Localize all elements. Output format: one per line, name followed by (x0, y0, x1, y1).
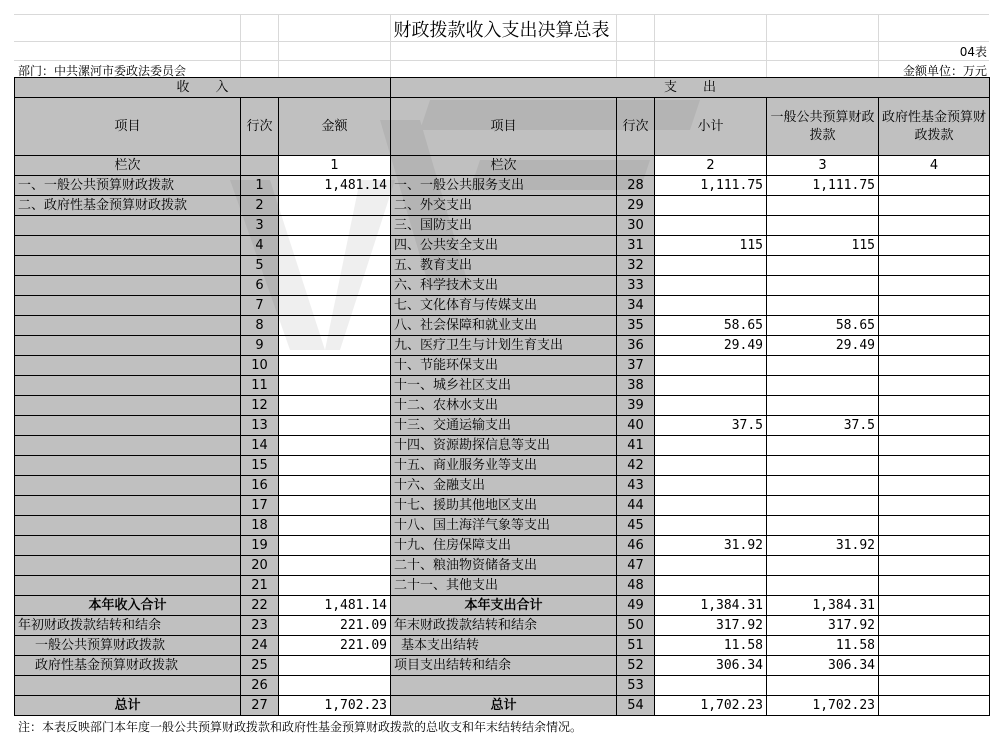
income-item (15, 256, 241, 276)
income-line: 27 (241, 696, 279, 716)
expense-fund (879, 436, 990, 456)
expense-item: 八、社会保障和就业支出 (391, 316, 617, 336)
expense-fund (879, 576, 990, 596)
income-amount (279, 516, 391, 536)
total-row (15, 596, 990, 616)
income-amount (279, 216, 391, 236)
income-line: 4 (241, 236, 279, 256)
income-item (15, 536, 241, 556)
income-item (15, 396, 241, 416)
expense-subtotal: 115 (655, 236, 767, 256)
expense-fund (879, 516, 990, 536)
grid-line (14, 60, 989, 61)
income-amount (279, 496, 391, 516)
expense-subtotal: 58.65 (655, 316, 767, 336)
expense-general (767, 396, 879, 416)
total-row (15, 616, 990, 636)
expense-fund (879, 196, 990, 216)
expense-subtotal: 37.5 (655, 416, 767, 436)
table-row (15, 376, 990, 396)
table-row (15, 576, 990, 596)
expense-line: 43 (617, 476, 655, 496)
footnote: 注：本表反映部门本年度一般公共预算财政拨款和政府性基金预算财政拨款的总收支和年末结转结余情况。 (18, 720, 583, 734)
col-income-line: 行次 (241, 98, 279, 156)
col-income-amount: 金额 (279, 98, 391, 156)
expense-general (767, 516, 879, 536)
income-line: 23 (241, 616, 279, 636)
income-amount: 1,481.14 (279, 596, 391, 616)
income-amount (279, 316, 391, 336)
table-row (15, 236, 990, 256)
income-item (15, 416, 241, 436)
income-amount (279, 436, 391, 456)
expense-item: 十六、金融支出 (391, 476, 617, 496)
expense-fund (879, 476, 990, 496)
income-amount (279, 456, 391, 476)
expense-subtotal: 1,111.75 (655, 176, 767, 196)
expense-line: 53 (617, 676, 655, 696)
department-label: 部门：中共漯河市委政法委员会 (18, 64, 187, 78)
expense-subtotal: 1,384.31 (655, 596, 767, 616)
income-amount (279, 376, 391, 396)
total-row (15, 636, 990, 656)
expense-general: 115 (767, 236, 879, 256)
expense-item: 七、文化体育与传媒支出 (391, 296, 617, 316)
total-row (15, 656, 990, 676)
income-amount (279, 196, 391, 216)
expense-item: 年末财政拨款结转和结余 (391, 616, 617, 636)
income-line: 8 (241, 316, 279, 336)
table-row (15, 276, 990, 296)
expense-line: 45 (617, 516, 655, 536)
income-line: 26 (241, 676, 279, 696)
income-item (15, 476, 241, 496)
income-amount (279, 356, 391, 376)
expense-general: 11.58 (767, 636, 879, 656)
income-line: 15 (241, 456, 279, 476)
expense-fund (879, 316, 990, 336)
income-item (15, 356, 241, 376)
table-row (15, 256, 990, 276)
expense-line: 48 (617, 576, 655, 596)
expense-item: 十二、农林水支出 (391, 396, 617, 416)
income-amount (279, 476, 391, 496)
expense-item: 十九、住房保障支出 (391, 536, 617, 556)
expense-line: 30 (617, 216, 655, 236)
column-index-3: 3 (767, 156, 879, 176)
income-item (15, 216, 241, 236)
expense-fund (879, 176, 990, 196)
expense-subtotal (655, 256, 767, 276)
expense-line: 42 (617, 456, 655, 476)
expense-fund (879, 676, 990, 696)
unit-label: 金额单位：万元 (902, 64, 987, 78)
income-amount (279, 656, 391, 676)
income-line: 10 (241, 356, 279, 376)
expense-fund (879, 656, 990, 676)
income-item (15, 676, 241, 696)
expense-subtotal: 29.49 (655, 336, 767, 356)
income-line: 11 (241, 376, 279, 396)
expense-subtotal (655, 556, 767, 576)
expense-general (767, 256, 879, 276)
column-index-label: 栏次 (15, 156, 241, 176)
expense-item: 一、一般公共服务支出 (391, 176, 617, 196)
table-row (15, 556, 990, 576)
expense-general (767, 476, 879, 496)
income-line: 18 (241, 516, 279, 536)
expense-item: 本年支出合计 (391, 596, 617, 616)
expense-line: 36 (617, 336, 655, 356)
table-row (15, 496, 990, 516)
expense-subtotal (655, 436, 767, 456)
expense-subtotal: 317.92 (655, 616, 767, 636)
income-line: 20 (241, 556, 279, 576)
expense-line: 49 (617, 596, 655, 616)
expense-fund (879, 236, 990, 256)
income-line: 12 (241, 396, 279, 416)
expense-fund (879, 296, 990, 316)
income-item: 二、政府性基金预算财政拨款 (15, 196, 241, 216)
income-amount (279, 276, 391, 296)
table-row (15, 476, 990, 496)
expense-line: 38 (617, 376, 655, 396)
income-amount: 221.09 (279, 636, 391, 656)
expense-fund (879, 636, 990, 656)
expense-header: 支 出 (391, 78, 990, 98)
expense-line: 29 (617, 196, 655, 216)
expense-item: 基本支出结转 (391, 636, 617, 656)
expense-line: 52 (617, 656, 655, 676)
income-item: 年初财政拨款结转和结余 (15, 616, 241, 636)
expense-fund (879, 256, 990, 276)
table-row (15, 196, 990, 216)
expense-fund (879, 596, 990, 616)
income-line: 6 (241, 276, 279, 296)
column-index-cell (241, 156, 279, 176)
income-amount: 1,702.23 (279, 696, 391, 716)
expense-line: 54 (617, 696, 655, 716)
income-item (15, 496, 241, 516)
expense-subtotal: 31.92 (655, 536, 767, 556)
table-row (15, 456, 990, 476)
budget-table (14, 77, 990, 716)
expense-item: 二十、粮油物资储备支出 (391, 556, 617, 576)
expense-line: 46 (617, 536, 655, 556)
table-row (15, 416, 990, 436)
expense-line: 34 (617, 296, 655, 316)
expense-subtotal (655, 516, 767, 536)
col-general-budget: 一般公共预算财政拨款 (767, 98, 879, 156)
expense-subtotal: 306.34 (655, 656, 767, 676)
expense-item: 十七、援助其他地区支出 (391, 496, 617, 516)
expense-general (767, 576, 879, 596)
income-line: 9 (241, 336, 279, 356)
expense-general: 29.49 (767, 336, 879, 356)
expense-general (767, 276, 879, 296)
col-expense-line: 行次 (617, 98, 655, 156)
income-line: 25 (241, 656, 279, 676)
table-row (15, 296, 990, 316)
expense-line: 31 (617, 236, 655, 256)
col-income-item: 项目 (15, 98, 241, 156)
expense-fund (879, 396, 990, 416)
income-amount (279, 296, 391, 316)
expense-subtotal (655, 376, 767, 396)
income-item (15, 556, 241, 576)
expense-general: 1,384.31 (767, 596, 879, 616)
expense-general: 58.65 (767, 316, 879, 336)
expense-general: 306.34 (767, 656, 879, 676)
income-amount: 1,481.14 (279, 176, 391, 196)
expense-general: 31.92 (767, 536, 879, 556)
income-amount (279, 396, 391, 416)
expense-line: 37 (617, 356, 655, 376)
income-item: 一、一般公共预算财政拨款 (15, 176, 241, 196)
column-index-cell (617, 156, 655, 176)
expense-subtotal (655, 676, 767, 696)
income-line: 22 (241, 596, 279, 616)
income-line: 21 (241, 576, 279, 596)
expense-item: 十五、商业服务业等支出 (391, 456, 617, 476)
expense-item: 十三、交通运输支出 (391, 416, 617, 436)
expense-subtotal (655, 476, 767, 496)
expense-fund (879, 456, 990, 476)
column-index-label-exp: 栏次 (391, 156, 617, 176)
col-fund-budget: 政府性基金预算财政拨款 (879, 98, 990, 156)
income-line: 14 (241, 436, 279, 456)
expense-subtotal: 11.58 (655, 636, 767, 656)
expense-line: 39 (617, 396, 655, 416)
table-row (15, 216, 990, 236)
income-item: 政府性基金预算财政拨款 (15, 656, 241, 676)
income-line: 13 (241, 416, 279, 436)
expense-subtotal (655, 576, 767, 596)
income-line: 2 (241, 196, 279, 216)
expense-subtotal (655, 356, 767, 376)
expense-item: 总计 (391, 696, 617, 716)
income-line: 17 (241, 496, 279, 516)
expense-general: 1,702.23 (767, 696, 879, 716)
expense-line: 33 (617, 276, 655, 296)
income-item (15, 576, 241, 596)
income-line: 16 (241, 476, 279, 496)
expense-fund (879, 496, 990, 516)
income-amount (279, 256, 391, 276)
income-item: 总计 (15, 696, 241, 716)
expense-subtotal (655, 196, 767, 216)
expense-item: 九、医疗卫生与计划生育支出 (391, 336, 617, 356)
expense-item: 十一、城乡社区支出 (391, 376, 617, 396)
income-line: 3 (241, 216, 279, 236)
income-amount (279, 336, 391, 356)
income-item (15, 276, 241, 296)
income-line: 19 (241, 536, 279, 556)
expense-general (767, 196, 879, 216)
income-amount: 221.09 (279, 616, 391, 636)
income-item (15, 436, 241, 456)
expense-general: 317.92 (767, 616, 879, 636)
expense-general (767, 376, 879, 396)
expense-fund (879, 536, 990, 556)
income-amount (279, 536, 391, 556)
expense-line: 41 (617, 436, 655, 456)
expense-subtotal (655, 496, 767, 516)
column-index-1: 1 (279, 156, 391, 176)
expense-fund (879, 556, 990, 576)
expense-item: 六、科学技术支出 (391, 276, 617, 296)
expense-subtotal (655, 296, 767, 316)
expense-item (391, 676, 617, 696)
income-item (15, 516, 241, 536)
income-item: 本年收入合计 (15, 596, 241, 616)
expense-subtotal (655, 276, 767, 296)
income-item (15, 376, 241, 396)
expense-item: 二十一、其他支出 (391, 576, 617, 596)
income-item (15, 236, 241, 256)
expense-item: 三、国防支出 (391, 216, 617, 236)
column-index-4: 4 (879, 156, 990, 176)
expense-general (767, 556, 879, 576)
expense-fund (879, 616, 990, 636)
income-header: 收 入 (15, 78, 391, 98)
table-row (15, 176, 990, 196)
expense-line: 47 (617, 556, 655, 576)
column-index-2: 2 (655, 156, 767, 176)
expense-general (767, 296, 879, 316)
expense-item: 二、外交支出 (391, 196, 617, 216)
income-line: 5 (241, 256, 279, 276)
income-amount (279, 576, 391, 596)
table-row (15, 516, 990, 536)
income-amount (279, 236, 391, 256)
expense-subtotal (655, 456, 767, 476)
income-item (15, 296, 241, 316)
income-amount (279, 416, 391, 436)
col-expense-item: 项目 (391, 98, 617, 156)
income-line: 7 (241, 296, 279, 316)
expense-line: 40 (617, 416, 655, 436)
expense-fund (879, 216, 990, 236)
income-item (15, 456, 241, 476)
expense-item: 十八、国土海洋气象等支出 (391, 516, 617, 536)
expense-item: 十、节能环保支出 (391, 356, 617, 376)
expense-line: 32 (617, 256, 655, 276)
expense-subtotal (655, 396, 767, 416)
expense-line: 44 (617, 496, 655, 516)
expense-item: 四、公共安全支出 (391, 236, 617, 256)
expense-general: 37.5 (767, 416, 879, 436)
expense-item: 项目支出结转和结余 (391, 656, 617, 676)
income-item (15, 336, 241, 356)
total-row (15, 696, 990, 716)
page-title: 财政拨款收入支出决算总表 (393, 20, 610, 41)
expense-fund (879, 276, 990, 296)
expense-fund (879, 336, 990, 356)
expense-general (767, 356, 879, 376)
table-row (15, 436, 990, 456)
expense-fund (879, 356, 990, 376)
expense-subtotal (655, 216, 767, 236)
col-subtotal: 小计 (655, 98, 767, 156)
expense-fund (879, 376, 990, 396)
expense-general (767, 216, 879, 236)
expense-subtotal: 1,702.23 (655, 696, 767, 716)
expense-line: 50 (617, 616, 655, 636)
table-code: 04表 (959, 45, 987, 59)
expense-general (767, 456, 879, 476)
expense-general (767, 676, 879, 696)
expense-general: 1,111.75 (767, 176, 879, 196)
table-row (15, 356, 990, 376)
expense-fund (879, 696, 990, 716)
expense-item: 五、教育支出 (391, 256, 617, 276)
expense-item: 十四、资源勘探信息等支出 (391, 436, 617, 456)
table-row (15, 316, 990, 336)
total-row (15, 676, 990, 696)
table-row (15, 396, 990, 416)
expense-line: 28 (617, 176, 655, 196)
table-row (15, 536, 990, 556)
income-line: 1 (241, 176, 279, 196)
expense-line: 35 (617, 316, 655, 336)
table-row (15, 336, 990, 356)
income-amount (279, 556, 391, 576)
income-item: 一般公共预算财政拨款 (15, 636, 241, 656)
expense-fund (879, 416, 990, 436)
income-line: 24 (241, 636, 279, 656)
expense-general (767, 496, 879, 516)
income-amount (279, 676, 391, 696)
expense-general (767, 436, 879, 456)
income-item (15, 316, 241, 336)
expense-line: 51 (617, 636, 655, 656)
